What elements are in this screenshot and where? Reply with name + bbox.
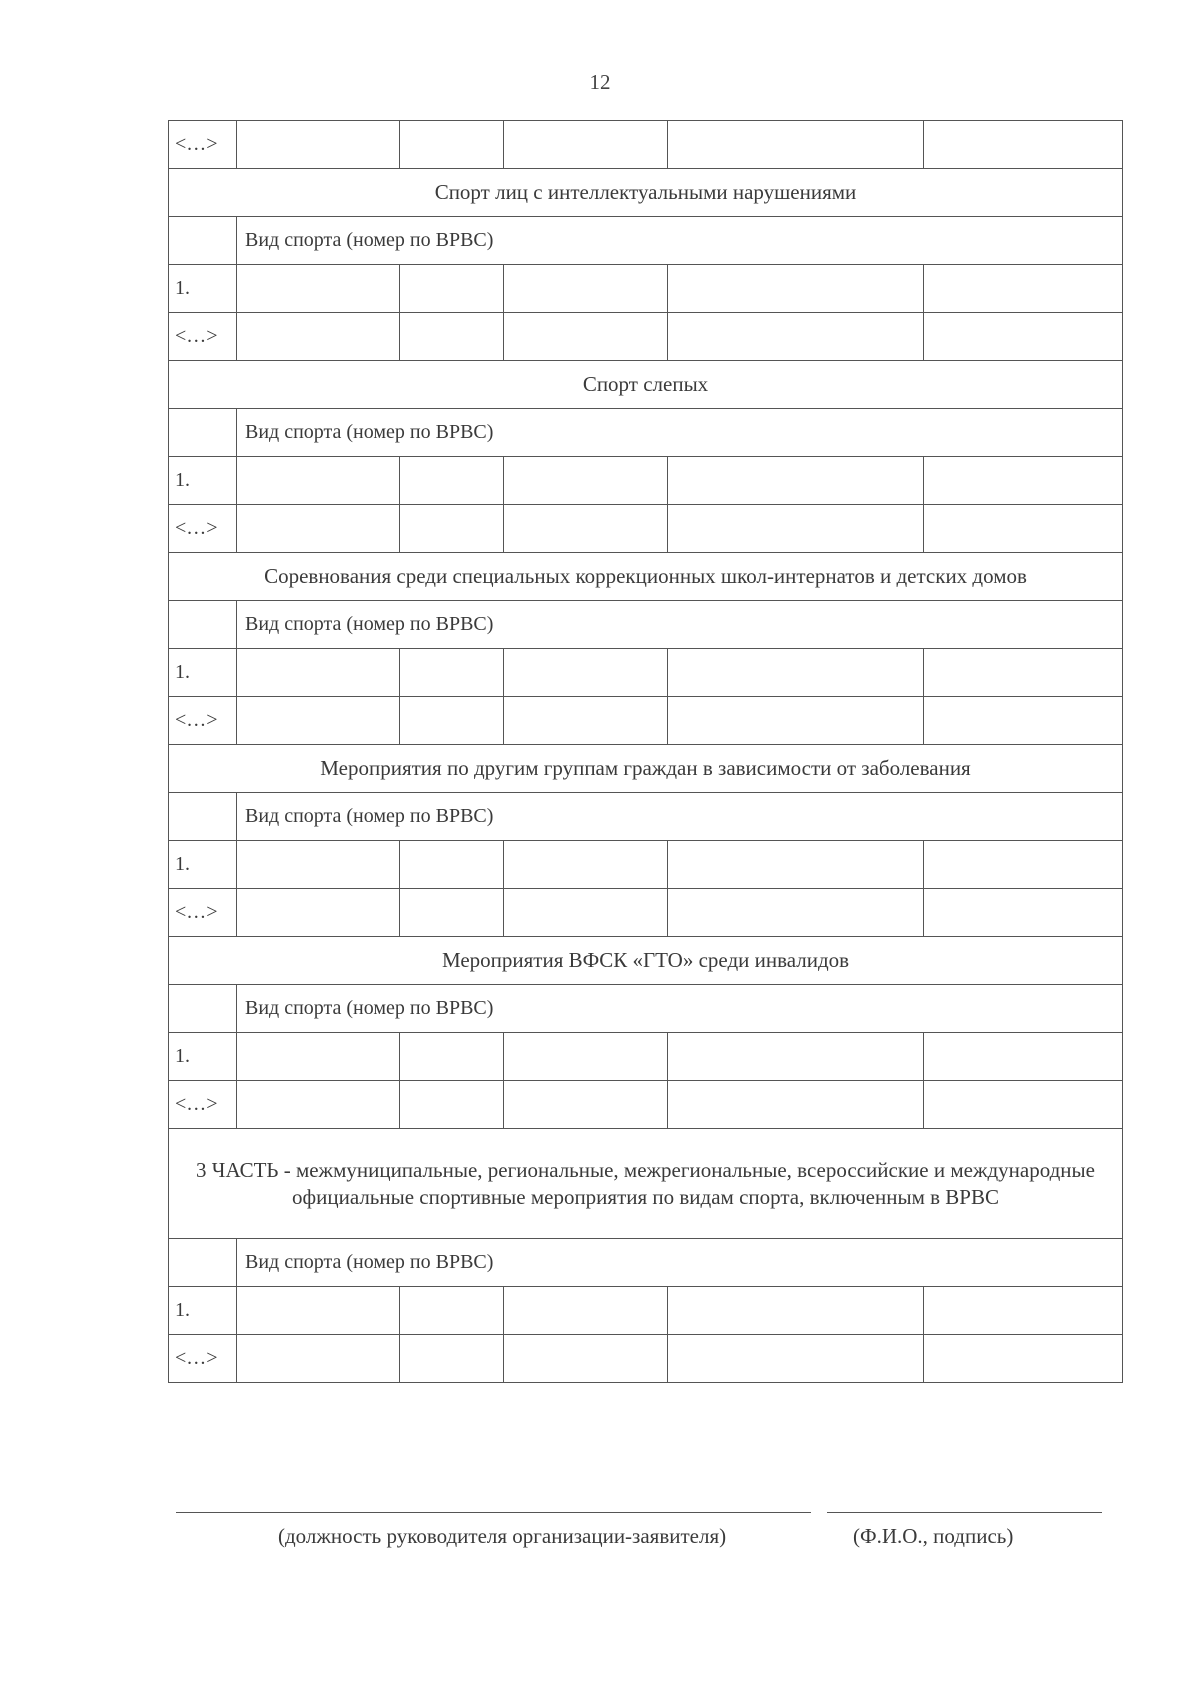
table-cell (169, 601, 237, 649)
row-marker: 1. (169, 457, 237, 505)
table-cell[interactable] (237, 313, 400, 361)
table-cell[interactable] (237, 1335, 400, 1383)
table-cell[interactable] (237, 1033, 400, 1081)
table-cell[interactable] (668, 1287, 924, 1335)
table-cell[interactable] (668, 505, 924, 553)
table-cell[interactable] (400, 1335, 504, 1383)
row-marker: <…> (169, 505, 237, 553)
table-cell[interactable] (504, 697, 668, 745)
table-cell[interactable] (237, 265, 400, 313)
table-row (169, 121, 1123, 169)
table-cell[interactable] (924, 313, 1123, 361)
row-marker: 1. (169, 841, 237, 889)
table-cell[interactable] (924, 841, 1123, 889)
page-number: 12 (589, 70, 611, 94)
sport-label: Вид спорта (номер по ВРВС) (237, 1239, 1123, 1287)
table-cell[interactable] (504, 1287, 668, 1335)
table-cell[interactable] (400, 889, 504, 937)
row-marker: 1. (169, 1033, 237, 1081)
events-table (168, 120, 1123, 1383)
row-marker: <…> (169, 1335, 237, 1383)
table-cell[interactable] (400, 1081, 504, 1129)
row-marker: <…> (169, 121, 237, 169)
table-cell[interactable] (504, 649, 668, 697)
signature-position-label: (должность руководителя организации-заявителя) (278, 1524, 727, 1548)
sport-row (169, 985, 1123, 1033)
table-row (169, 889, 1123, 937)
table-cell[interactable] (237, 649, 400, 697)
table-cell[interactable] (504, 841, 668, 889)
section-title: Спорт лиц с интеллектуальными нарушениями (169, 169, 1123, 217)
sport-label: Вид спорта (номер по ВРВС) (237, 409, 1123, 457)
table-cell[interactable] (924, 121, 1123, 169)
table-row (169, 1033, 1123, 1081)
section-title: Спорт слепых (169, 361, 1123, 409)
table-cell[interactable] (504, 889, 668, 937)
table-cell[interactable] (400, 1033, 504, 1081)
section-title: 3 ЧАСТЬ - межмуниципальные, региональные, межрегиональные, всероссийские и международные официальные спортивные мероприятия по видам спорта, включенным в ВРВС (169, 1129, 1123, 1239)
table-cell[interactable] (400, 505, 504, 553)
row-marker: <…> (169, 1081, 237, 1129)
table-cell[interactable] (668, 457, 924, 505)
table-cell[interactable] (924, 1081, 1123, 1129)
table-cell (169, 217, 237, 265)
table-row (169, 1335, 1123, 1383)
table-row (169, 1081, 1123, 1129)
table-cell (169, 1239, 237, 1287)
table-cell[interactable] (400, 457, 504, 505)
table-cell[interactable] (504, 313, 668, 361)
table-cell[interactable] (504, 121, 668, 169)
section-header-row (169, 745, 1123, 793)
table-row (169, 457, 1123, 505)
table-cell[interactable] (668, 121, 924, 169)
table-cell (169, 409, 237, 457)
row-marker: <…> (169, 313, 237, 361)
signature-line-position[interactable] (176, 1512, 811, 1513)
table-cell[interactable] (668, 265, 924, 313)
table-cell[interactable] (400, 1287, 504, 1335)
table-cell (169, 793, 237, 841)
section-header-row (169, 937, 1123, 985)
table-cell[interactable] (400, 265, 504, 313)
table-cell[interactable] (504, 1335, 668, 1383)
table-row (169, 265, 1123, 313)
table-cell[interactable] (504, 1033, 668, 1081)
table-cell[interactable] (924, 889, 1123, 937)
sport-row (169, 409, 1123, 457)
table-cell[interactable] (400, 121, 504, 169)
row-marker: 1. (169, 1287, 237, 1335)
table-cell[interactable] (504, 1081, 668, 1129)
row-marker: 1. (169, 265, 237, 313)
table-cell[interactable] (237, 889, 400, 937)
row-marker: 1. (169, 649, 237, 697)
table-cell[interactable] (504, 265, 668, 313)
table-row (169, 841, 1123, 889)
section-header-row (169, 361, 1123, 409)
sport-row (169, 793, 1123, 841)
row-marker: <…> (169, 889, 237, 937)
table-cell[interactable] (400, 841, 504, 889)
section-header-row (169, 169, 1123, 217)
table-cell[interactable] (668, 649, 924, 697)
table-cell[interactable] (504, 505, 668, 553)
table-cell[interactable] (924, 697, 1123, 745)
table-cell[interactable] (237, 1287, 400, 1335)
sport-label: Вид спорта (номер по ВРВС) (237, 793, 1123, 841)
table-cell[interactable] (237, 457, 400, 505)
section-title: Соревнования среди специальных коррекционных школ-интернатов и детских домов (169, 553, 1123, 601)
table-row (169, 697, 1123, 745)
table-row (169, 649, 1123, 697)
table-cell[interactable] (668, 1081, 924, 1129)
signature-name-label: (Ф.И.О., подпись) (853, 1524, 1014, 1548)
section-header-row (169, 1129, 1123, 1239)
table-cell[interactable] (924, 1033, 1123, 1081)
table-cell (169, 985, 237, 1033)
table-cell[interactable] (924, 649, 1123, 697)
table-row (169, 313, 1123, 361)
table-cell[interactable] (924, 265, 1123, 313)
table-row (169, 505, 1123, 553)
sport-label: Вид спорта (номер по ВРВС) (237, 601, 1123, 649)
table-cell[interactable] (668, 697, 924, 745)
table-cell[interactable] (400, 313, 504, 361)
signature-line-name[interactable] (827, 1512, 1102, 1513)
table-cell[interactable] (237, 1081, 400, 1129)
section-title: Мероприятия по другим группам граждан в зависимости от заболевания (169, 745, 1123, 793)
table-cell[interactable] (237, 121, 400, 169)
table-cell[interactable] (237, 505, 400, 553)
sport-row (169, 601, 1123, 649)
table-cell[interactable] (504, 457, 668, 505)
table-cell[interactable] (237, 841, 400, 889)
section-title: Мероприятия ВФСК «ГТО» среди инвалидов (169, 937, 1123, 985)
table-cell[interactable] (924, 457, 1123, 505)
table-cell[interactable] (668, 1335, 924, 1383)
table-cell[interactable] (668, 841, 924, 889)
section-header-row (169, 553, 1123, 601)
sport-row (169, 217, 1123, 265)
table-cell[interactable] (237, 697, 400, 745)
table-cell[interactable] (400, 697, 504, 745)
table-row (169, 1287, 1123, 1335)
sport-row (169, 1239, 1123, 1287)
table-cell[interactable] (924, 505, 1123, 553)
row-marker: <…> (169, 697, 237, 745)
table-cell[interactable] (668, 889, 924, 937)
table-cell[interactable] (924, 1335, 1123, 1383)
sport-label: Вид спорта (номер по ВРВС) (237, 985, 1123, 1033)
sport-label: Вид спорта (номер по ВРВС) (237, 217, 1123, 265)
table-cell[interactable] (668, 1033, 924, 1081)
table-cell[interactable] (400, 649, 504, 697)
table-cell[interactable] (668, 313, 924, 361)
table-cell[interactable] (924, 1287, 1123, 1335)
